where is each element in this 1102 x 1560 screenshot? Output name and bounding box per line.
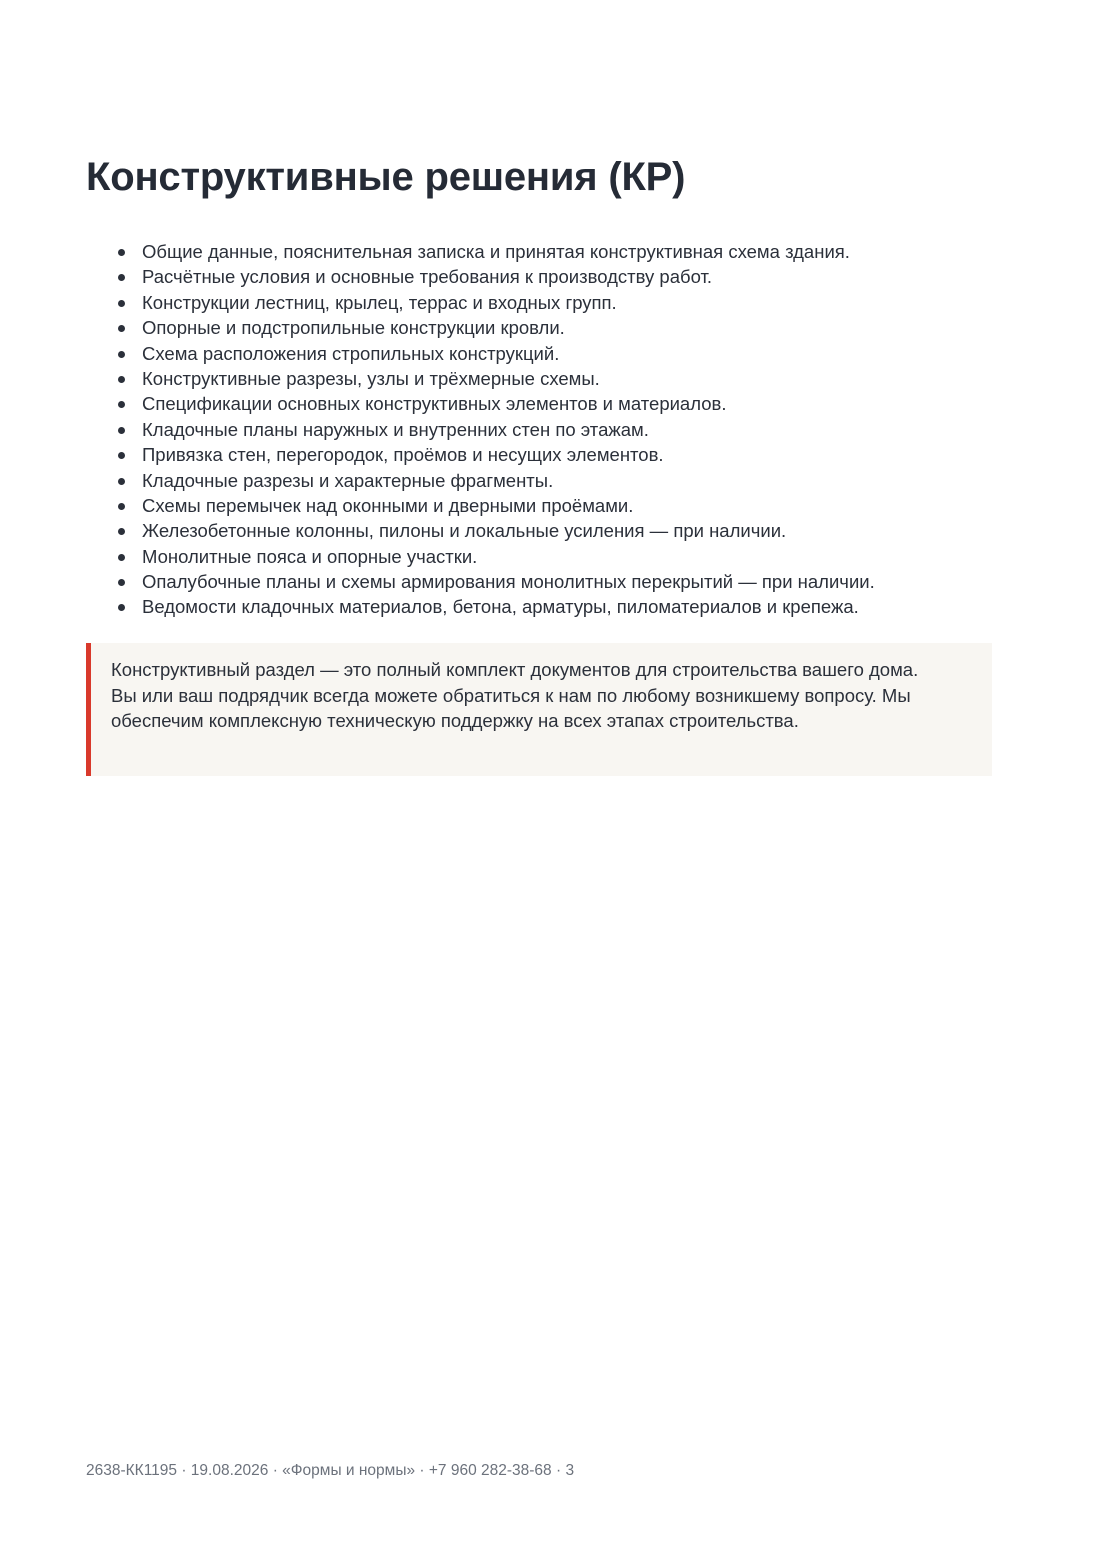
bullet-icon	[118, 427, 125, 434]
bullet-icon	[118, 376, 125, 383]
list-item	[86, 239, 986, 264]
callout-accent-bar	[86, 643, 91, 776]
bullet-icon	[118, 325, 125, 332]
bullet-icon	[118, 274, 125, 281]
bullet-icon	[118, 300, 125, 307]
list-item-text: Монолитные пояса и опорные участки.	[142, 545, 478, 567]
list-item	[86, 493, 986, 518]
list-item-text: Кладочные разрезы и характерные фрагменты.	[142, 469, 554, 491]
bullet-icon	[118, 579, 125, 586]
list-item-text: Ведомости кладочных материалов, бетона, арматуры, пиломатериалов и крепежа.	[142, 596, 859, 618]
list-item-text: Железобетонные колонны, пилоны и локальные усиления — при наличии.	[142, 520, 787, 542]
info-callout	[86, 643, 992, 776]
list-item	[86, 417, 986, 442]
list-item-text: Кладочные планы наружных и внутренних стен по этажам.	[142, 418, 649, 440]
list-item	[86, 290, 986, 315]
list-item	[86, 391, 986, 416]
list-item	[86, 544, 986, 569]
list-item	[86, 366, 986, 391]
list-item-text: Общие данные, пояснительная записка и принятая конструктивная схема здания.	[142, 241, 850, 262]
bullet-icon	[118, 528, 125, 535]
list-item-text: Расчётные условия и основные требования к производству работ.	[142, 266, 713, 288]
list-item-text: Схема расположения стропильных конструкций.	[142, 342, 560, 364]
list-item-text: Спецификации основных конструктивных элементов и материалов.	[142, 393, 727, 415]
list-item-text: Схемы перемычек над оконными и дверными проёмами.	[142, 494, 634, 516]
bullet-icon	[118, 503, 125, 510]
bullet-icon	[118, 249, 125, 256]
list-item-text: Конструкции лестниц, крылец, террас и входных групп.	[142, 291, 617, 313]
list-item	[86, 468, 986, 493]
bullet-icon	[118, 351, 125, 358]
bullet-icon	[118, 401, 125, 408]
list-item-text: Конструктивные разрезы, узлы и трёхмерные схемы.	[142, 367, 600, 389]
bullet-icon	[118, 604, 125, 611]
list-item	[86, 315, 986, 340]
list-item	[86, 442, 986, 467]
list-item	[86, 264, 986, 289]
bullet-icon	[118, 452, 125, 459]
requirements-list	[86, 239, 986, 620]
list-item	[86, 341, 986, 366]
list-item	[86, 569, 986, 594]
list-item	[86, 518, 986, 543]
list-item-text: Опорные и подстропильные конструкции кровли.	[142, 317, 565, 339]
list-item	[86, 594, 986, 619]
callout-text: Конструктивный раздел — это полный комплект документов для строительства вашего дома. Вы или ваш подрядчик всегда можете обратиться к нам по любому возникшему вопросу. Мы обеспечим комплексную техническую поддержку на всех этапах строительства.	[111, 659, 919, 731]
bullet-icon	[118, 554, 125, 561]
list-item-text: Опалубочные планы и схемы армирования монолитных перекрытий — при наличии.	[142, 571, 875, 593]
list-item-text: Привязка стен, перегородок, проёмов и несущих элементов.	[142, 444, 664, 466]
bullet-icon	[118, 478, 125, 485]
page-title: Конструктивные решения (КР)	[86, 155, 686, 199]
page-footer: 2638-КК1195 · 19.08.2026 · «Формы и нормы» · +7 960 282-38-68 · 3	[86, 1462, 575, 1479]
